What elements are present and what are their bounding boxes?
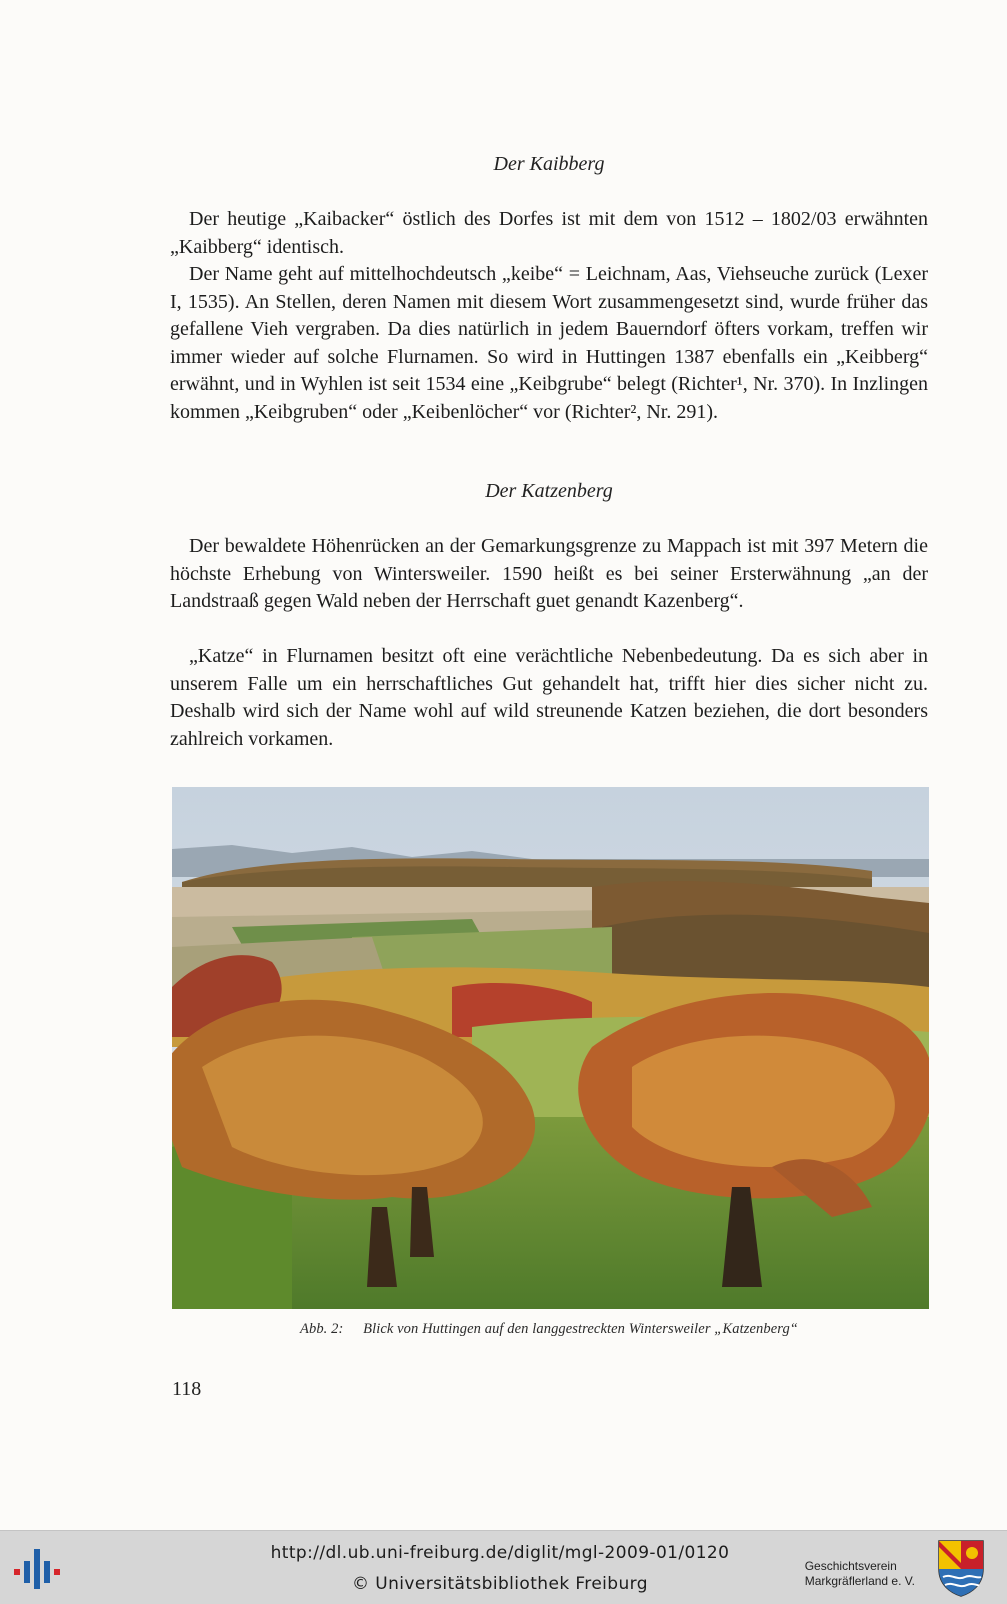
organization-line-1: Geschichtsverein <box>804 1559 897 1573</box>
ub-freiburg-logo-icon <box>14 1545 64 1591</box>
paragraph-katzenberg-1: Der bewaldete Höhenrücken an der Gemarkungsgrenze zu Mappach ist mit 397 Metern die höchste Erhebung von Wintersweiler. 1590 heißt es bei seiner Ersterwähnung „an der Landstraaß gegen Wald neben der Herrschaft guet genandt Kazenberg“. <box>170 535 928 613</box>
figure-caption-text: Blick von Huttingen auf den langgestreckten Wintersweiler „Katzenberg“ <box>363 1321 798 1337</box>
figure-label: Abb. 2: <box>300 1321 344 1337</box>
section-heading-katzenberg: Der Katzenberg <box>485 480 613 502</box>
paragraph-kaibberg-1: Der heutige „Kaibacker“ östlich des Dorfes ist mit dem von 1512 – 1802/03 erwähnten „Kaibberg“ identisch. <box>170 208 928 258</box>
paragraph-kaibberg-2: Der Name geht auf mittelhochdeutsch „keibe“ = Leichnam, Aas, Viehseuche zurück (Lexer I, 1535). An Stellen, deren Namen mit diesem Wort zusammengesetzt sind, wurde früher das gefallene Vieh vergraben. Da dies natürlich in jedem Bauerndorf öfters vorkam, treffen wir immer wieder auf solche Flurnamen. So wird in Huttingen 1387 ebenfalls ein „Keibberg“ erwähnt, und in Wyhlen ist seit 1534 eine „Keibgrube“ belegt (Richter¹, Nr. 370). In Inzlingen kommen „Keibgruben“ oder „Keibenlöcher“ vor (Richter², Nr. 291). <box>170 263 928 423</box>
copyright-notice: © Universitätsbibliothek Freiburg <box>352 1574 648 1594</box>
page-number: 118 <box>172 1378 202 1400</box>
figure-caption <box>170 1321 928 1338</box>
section-heading-kaibberg: Der Kaibberg <box>493 153 605 175</box>
organization-line-2: Markgräflerland e. V. <box>804 1574 915 1588</box>
viewer-footer <box>0 1530 1007 1604</box>
coat-of-arms-icon <box>937 1539 985 1597</box>
landscape-photo <box>172 787 929 1309</box>
paragraph-katzenberg-2: „Katze“ in Flurnamen besitzt oft eine verächtliche Nebenbedeutung. Da es sich aber in unserem Falle um ein herrschaftliches Gut gehandelt hat, trifft hier dies sicher nicht zu. Deshalb wird sich der Name wohl auf wild streunende Katzen beziehen, die dort besonders zahlreich vorkamen. <box>170 645 928 750</box>
permalink-url[interactable]: http://dl.ub.uni-freiburg.de/diglit/mgl-2009-01/0120 <box>270 1543 730 1563</box>
organization-name <box>805 1559 915 1589</box>
